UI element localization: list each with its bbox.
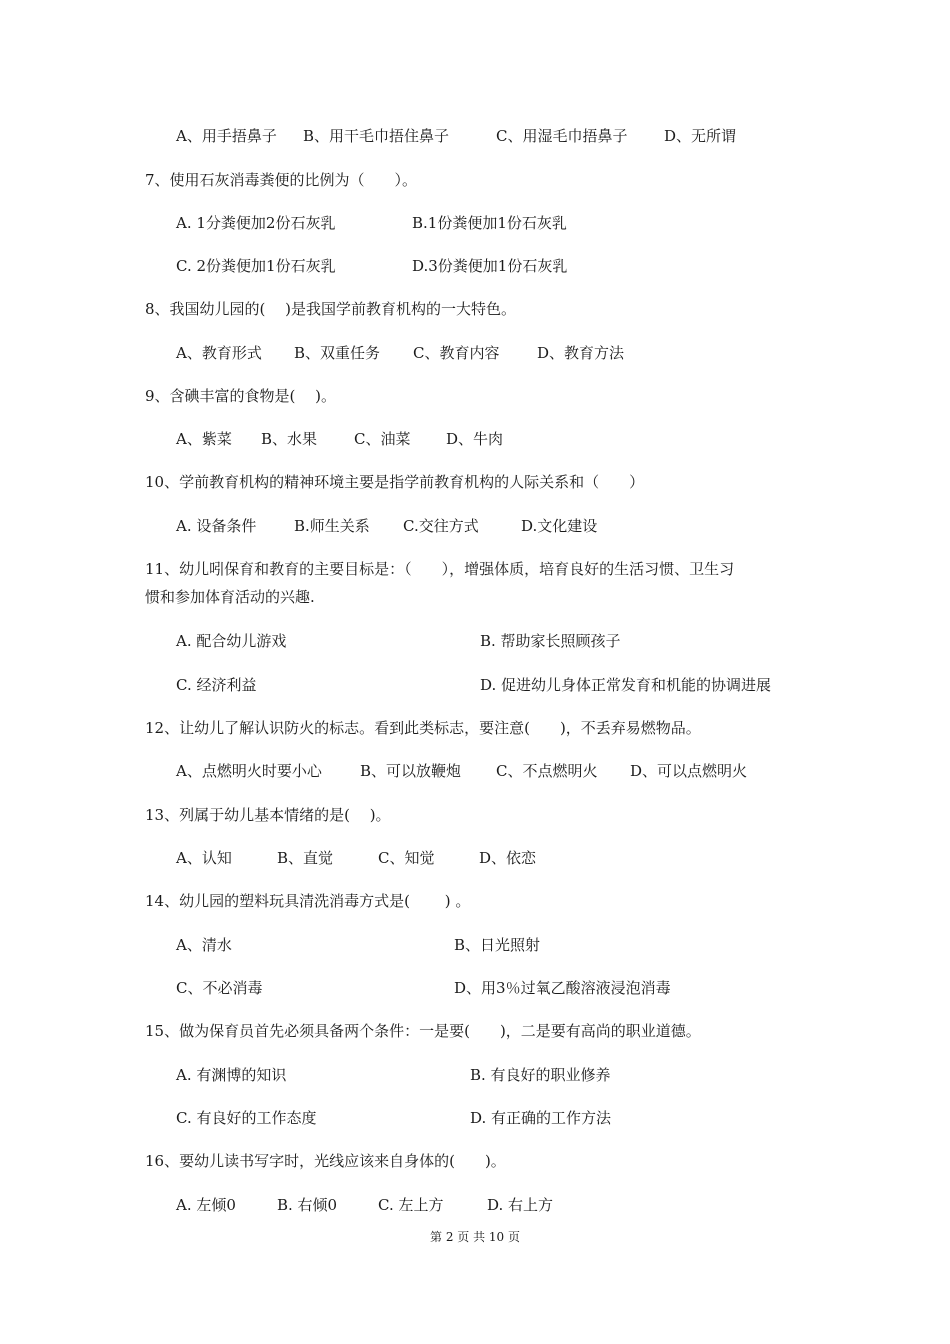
q7-option-c: C. 2份粪便加1份石灰乳 — [176, 257, 336, 275]
q6-option-b: B、用干毛巾捂住鼻子 — [303, 127, 450, 145]
q8-option-b: B、双重任务 — [294, 344, 381, 362]
q7-option-b: B.1份粪便加1份石灰乳 — [412, 214, 567, 232]
q8-option-d: D、教育方法 — [537, 344, 625, 362]
q16-option-b: B. 右倾0 — [277, 1196, 338, 1214]
q10-option-c: C.交往方式 — [403, 517, 479, 535]
q14-option-a: A、清水 — [176, 936, 232, 954]
q12-option-b: B、可以放鞭炮 — [360, 762, 462, 780]
q13-stem: 13、列属于幼儿基本情绪的是( )。 — [145, 806, 391, 824]
q9-option-d: D、牛肉 — [446, 430, 504, 448]
q11-option-a: A. 配合幼儿游戏 — [176, 632, 287, 650]
q7-option-d: D.3份粪便加1份石灰乳 — [412, 257, 568, 275]
q12-option-c: C、不点燃明火 — [496, 762, 598, 780]
q9-option-c: C、油菜 — [354, 430, 411, 448]
q8-option-c: C、教育内容 — [413, 344, 500, 362]
q12-stem: 12、让幼儿了解认识防火的标志。看到此类标志，要注意( )，不丢弃易燃物品。 — [145, 719, 701, 737]
q12-option-a: A、点燃明火时要小心 — [176, 762, 322, 780]
q11-option-b: B. 帮助家长照顾孩子 — [480, 632, 621, 650]
q10-stem: 10、学前教育机构的精神环境主要是指学前教育机构的人际关系和（ ） — [145, 473, 645, 491]
q11-option-c: C. 经济利益 — [176, 676, 257, 694]
q14-option-d: D、用3％过氧乙酸溶液浸泡消毒 — [454, 979, 671, 997]
q9-option-b: B、水果 — [261, 430, 318, 448]
q13-option-d: D、依恋 — [479, 849, 537, 867]
q15-option-c: C. 有良好的工作态度 — [176, 1109, 317, 1127]
q14-stem: 14、幼儿园的塑料玩具清洗消毒方式是( ) 。 — [145, 892, 471, 910]
q13-option-c: C、知觉 — [378, 849, 435, 867]
q16-option-d: D. 右上方 — [487, 1196, 554, 1214]
q15-option-d: D. 有正确的工作方法 — [470, 1109, 612, 1127]
q9-stem: 9、含碘丰富的食物是( )。 — [145, 387, 337, 405]
q9-option-a: A、紫菜 — [176, 430, 232, 448]
q11-stem-line1: 11、幼儿吲保育和教育的主要目标是：（ ），增强体质，培育良好的生活习惯、卫生习 — [145, 560, 735, 578]
q13-option-b: B、直觉 — [277, 849, 334, 867]
q7-option-a: A. 1分粪便加2份石灰乳 — [176, 214, 336, 232]
q15-stem: 15、做为保育员首先必须具备两个条件：一是要( )，二是要有高尚的职业道德。 — [145, 1022, 701, 1040]
q16-option-a: A. 左倾0 — [176, 1196, 236, 1214]
q14-option-c: C、不必消毒 — [176, 979, 263, 997]
q10-option-a: A. 设备条件 — [176, 517, 257, 535]
q10-option-d: D.文化建设 — [521, 517, 598, 535]
q8-option-a: A、教育形式 — [176, 344, 262, 362]
q13-option-a: A、认知 — [176, 849, 232, 867]
q6-option-c: C、用湿毛巾捂鼻子 — [496, 127, 628, 145]
q6-option-d: D、无所谓 — [664, 127, 737, 145]
q16-stem: 16、要幼儿读书写字时，光线应该来自身体的( )。 — [145, 1152, 506, 1170]
q15-option-a: A. 有渊博的知识 — [176, 1066, 287, 1084]
q16-option-c: C. 左上方 — [378, 1196, 444, 1214]
q7-stem: 7、使用石灰消毒粪便的比例为（ ）。 — [145, 171, 418, 189]
q15-option-b: B. 有良好的职业修养 — [470, 1066, 611, 1084]
q11-stem-line2: 惯和参加体育活动的兴趣. — [145, 588, 315, 606]
q10-option-b: B.师生关系 — [294, 517, 370, 535]
q6-option-a: A、用手捂鼻子 — [176, 127, 277, 145]
q12-option-d: D、可以点燃明火 — [630, 762, 748, 780]
q8-stem: 8、我国幼儿园的( )是我国学前教育机构的一大特色。 — [145, 300, 517, 318]
q11-option-d: D. 促进幼儿身体正常发育和机能的协调进展 — [480, 676, 772, 694]
page-footer: 第 2 页 共 10 页 — [430, 1230, 520, 1244]
q14-option-b: B、日光照射 — [454, 936, 541, 954]
